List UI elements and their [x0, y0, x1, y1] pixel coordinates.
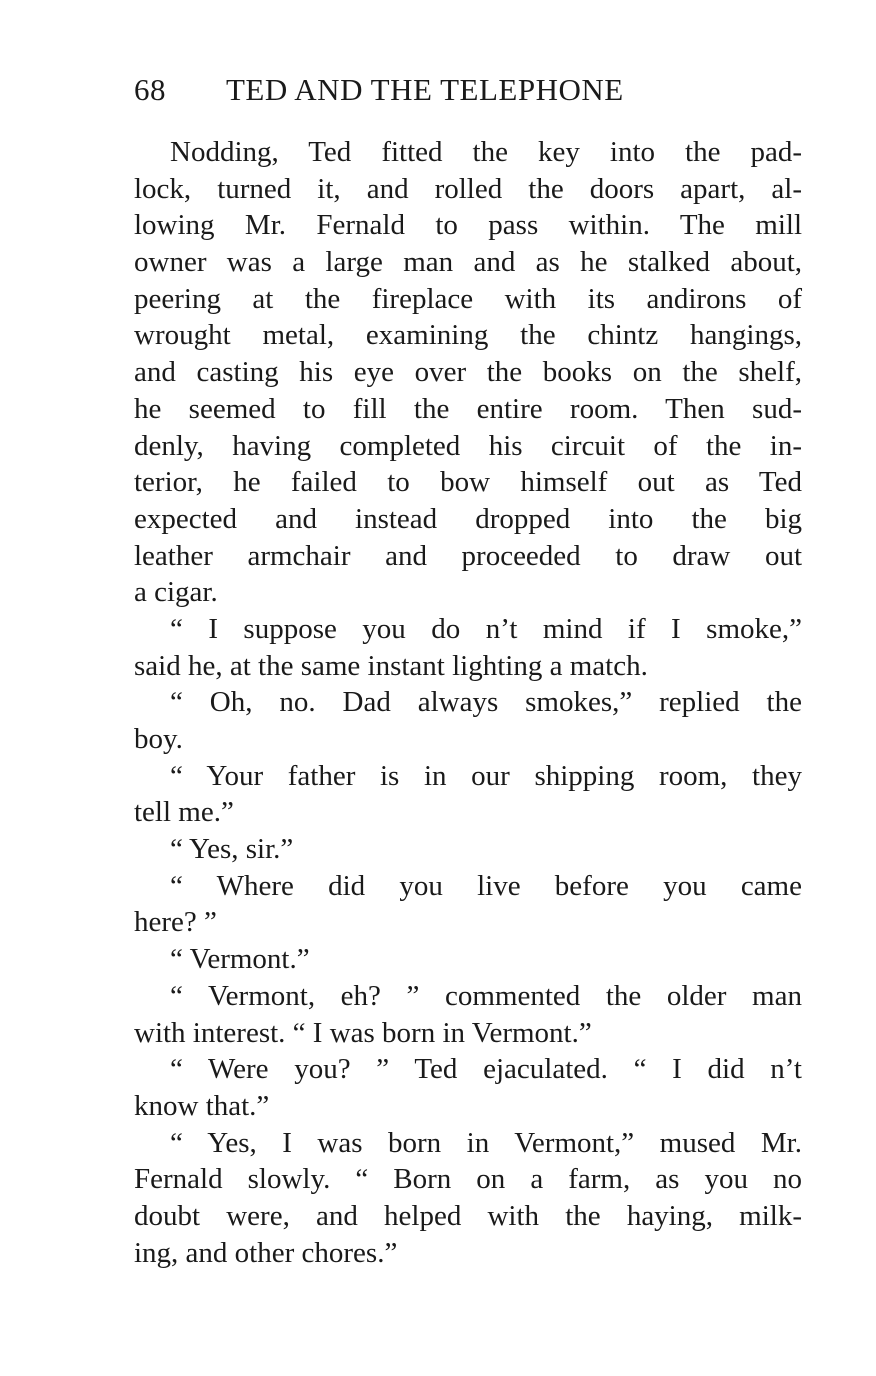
paragraph-line: “ Vermont, eh? ” commented the older man [170, 979, 802, 1012]
paragraph-line: denly, having completed his circuit of the in- [134, 429, 802, 462]
page-number: 68 [134, 72, 166, 107]
paragraph-line: boy. [134, 723, 183, 755]
paragraph-line: “ Your father is in our shipping room, they [170, 759, 802, 792]
paragraph-line: “ Yes, sir.” [170, 833, 294, 866]
paragraph-line: lock, turned it, and rolled the doors apart, al- [134, 172, 802, 205]
paragraph-line: lowing Mr. Fernald to pass within. The mill [134, 209, 802, 242]
paragraph-line: “ Yes, I was born in Vermont,” mused Mr. [170, 1126, 802, 1159]
paragraph-line: owner was a large man and as he stalked about, [134, 246, 802, 279]
paragraph-line: expected and instead dropped into the big [134, 502, 802, 535]
paragraph-line: “ I suppose you do n’t mind if I smoke,” [170, 612, 802, 645]
paragraph-line: “ Were you? ” Ted ejaculated. “ I did n’t [170, 1053, 802, 1086]
running-head [134, 66, 734, 114]
paragraph-line: “ Oh, no. Dad always smokes,” replied the [170, 686, 802, 719]
paragraph-line: here? ” [134, 906, 217, 939]
paragraph-line: with interest. “ I was born in Vermont.” [134, 1016, 592, 1049]
paragraph-line: peering at the fireplace with its andirons of [134, 282, 802, 315]
paragraph-line: terior, he failed to bow himself out as Ted [134, 466, 802, 499]
paragraph-line: leather armchair and proceeded to draw out [134, 539, 802, 572]
body-text [134, 134, 802, 1271]
paragraph-line: Fernald slowly. “ Born on a farm, as you no [134, 1163, 802, 1196]
paragraph-line: a cigar. [134, 576, 218, 609]
running-title: TED AND THE TELEPHONE [226, 72, 624, 107]
paragraph-line: Nodding, Ted fitted the key into the pad- [170, 136, 802, 168]
paragraph-line: wrought metal, examining the chintz hangings, [134, 319, 802, 352]
paragraph-line: he seemed to fill the entire room. Then sud- [134, 392, 802, 425]
paragraph-line: doubt were, and helped with the haying, milk- [134, 1199, 802, 1232]
paragraph-line: said he, at the same instant lighting a match. [134, 649, 648, 682]
paragraph-line: “ Vermont.” [170, 943, 310, 976]
paragraph-line: know that.” [134, 1089, 270, 1122]
paragraph-line: tell me.” [134, 796, 234, 829]
paragraph-line: and casting his eye over the books on the shelf, [134, 356, 802, 389]
paragraph-line: ing, and other chores.” [134, 1236, 398, 1269]
paragraph-line: “ Where did you live before you came [170, 869, 802, 902]
